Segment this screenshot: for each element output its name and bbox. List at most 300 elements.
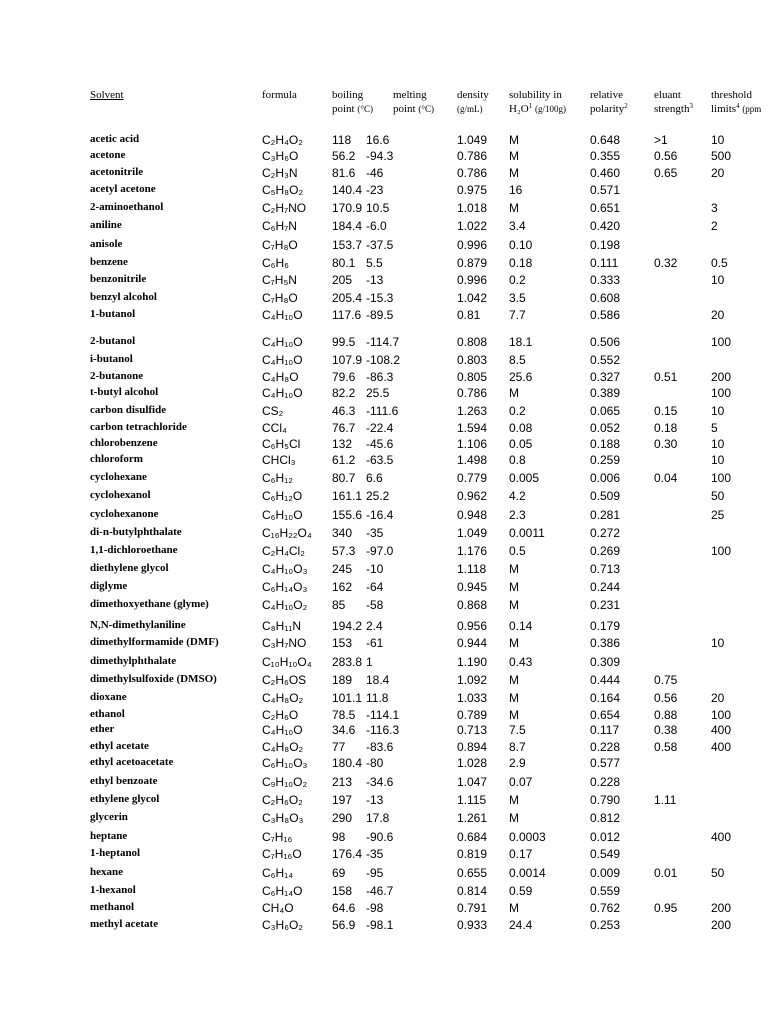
cell-polarity: 0.762 (590, 901, 621, 915)
header-polarity-sup: 2 (624, 102, 628, 110)
cell-formula: CCl₄ (262, 421, 287, 435)
cell-eluant: 0.18 (654, 421, 678, 435)
cell-eluant: 0.65 (654, 166, 678, 180)
cell-mp: -114.1 (366, 708, 400, 722)
cell-eluant: 0.04 (654, 471, 678, 485)
cell-eluant: 0.95 (654, 901, 678, 915)
cell-mp: -35 (366, 847, 384, 861)
cell-mp: 6.6 (366, 471, 383, 485)
cell-eluant: 0.51 (654, 370, 678, 384)
cell-density: 1.261 (457, 811, 488, 825)
cell-name: anisole (90, 238, 123, 250)
cell-bp: 153 (332, 636, 353, 650)
table-row (0, 273, 768, 290)
cell-threshold: 200 (711, 918, 732, 932)
cell-mp: -61 (366, 636, 384, 650)
cell-polarity: 0.231 (590, 598, 621, 612)
cell-polarity: 0.269 (590, 544, 621, 558)
cell-name: chlorobenzene (90, 437, 158, 449)
cell-bp: 56.9 (332, 918, 356, 932)
cell-bp: 77 (332, 740, 346, 754)
cell-name: methyl acetate (90, 918, 159, 930)
cell-threshold: 10 (711, 133, 725, 147)
cell-threshold: 10 (711, 437, 725, 451)
cell-mp: 16.6 (366, 133, 390, 147)
cell-density: 1.118 (457, 562, 487, 576)
table-row (0, 308, 768, 325)
table-row (0, 133, 768, 150)
cell-eluant: 0.15 (654, 404, 678, 418)
cell-solubility: M (509, 201, 519, 215)
cell-mp: -98.1 (366, 918, 394, 932)
cell-formula: C₉H₁₀O₂ (262, 775, 308, 789)
cell-mp: -97.0 (366, 544, 394, 558)
cell-formula: C₆H₁₄ (262, 866, 294, 880)
cell-name: dimethylsulfoxide (DMSO) (90, 673, 217, 685)
table-row (0, 219, 768, 236)
table-row (0, 775, 768, 792)
cell-formula: CH₄O (262, 901, 294, 915)
cell-name: dimethoxyethane (glyme) (90, 598, 209, 610)
cell-density: 1.115 (457, 793, 487, 807)
cell-polarity: 0.253 (590, 918, 621, 932)
table-row (0, 421, 768, 438)
cell-eluant: 0.38 (654, 723, 678, 737)
cell-threshold: 20 (711, 166, 725, 180)
table-row (0, 830, 768, 847)
cell-formula: C₂H₇NO (262, 201, 307, 215)
cell-name: t-butyl alcohol (90, 386, 159, 398)
cell-bp: 205.4 (332, 291, 363, 305)
cell-bp: 118 (332, 133, 352, 147)
cell-name: cyclohexane (90, 471, 147, 483)
cell-bp: 76.7 (332, 421, 356, 435)
cell-name: benzonitrile (90, 273, 147, 285)
header-boiling-unit: (°C) (357, 104, 373, 114)
cell-bp: 78.5 (332, 708, 356, 722)
cell-formula: C₄H₈O₂ (262, 691, 304, 705)
cell-formula: C₁₆H₂₂O₄ (262, 526, 312, 540)
cell-eluant: 0.58 (654, 740, 678, 754)
cell-eluant: >1 (654, 133, 668, 147)
cell-formula: C₆H₅Cl (262, 437, 301, 451)
cell-density: 0.868 (457, 598, 488, 612)
cell-bp: 184.4 (332, 219, 363, 233)
cell-solubility: M (509, 636, 519, 650)
cell-polarity: 0.179 (590, 619, 621, 633)
cell-mp: 25.5 (366, 386, 390, 400)
cell-polarity: 0.117 (590, 723, 620, 737)
cell-bp: 80.7 (332, 471, 356, 485)
cell-name: heptane (90, 830, 128, 842)
cell-solubility: M (509, 133, 519, 147)
cell-formula: C₂H₆O (262, 708, 299, 722)
table-row (0, 166, 768, 183)
cell-name: hexane (90, 866, 123, 878)
cell-polarity: 0.052 (590, 421, 621, 435)
cell-polarity: 0.065 (590, 404, 621, 418)
cell-mp: -94.3 (366, 149, 394, 163)
cell-mp: -58 (366, 598, 384, 612)
table-row (0, 619, 768, 636)
cell-bp: 213 (332, 775, 353, 789)
cell-solubility: 4.2 (509, 489, 526, 503)
header-polarity-line2: polarity (590, 103, 625, 115)
cell-name: diglyme (90, 580, 128, 592)
cell-threshold: 3 (711, 201, 718, 215)
cell-bp: 46.3 (332, 404, 356, 418)
cell-bp: 140.4 (332, 183, 363, 197)
cell-formula: C₃H₆O₂ (262, 918, 304, 932)
cell-solubility: 0.10 (509, 238, 533, 252)
table-row (0, 673, 768, 690)
header-threshold-limits (711, 88, 761, 116)
cell-bp: 107.9 (332, 353, 363, 367)
cell-bp: 79.6 (332, 370, 356, 384)
cell-name: benzene (90, 256, 128, 268)
header-boiling-line2: point (332, 103, 355, 115)
cell-threshold: 10 (711, 404, 725, 418)
cell-name: dimethylphthalate (90, 655, 177, 667)
table-row (0, 598, 768, 615)
cell-threshold: 50 (711, 866, 725, 880)
cell-threshold: 400 (711, 723, 732, 737)
cell-threshold: 100 (711, 386, 732, 400)
cell-mp: -80 (366, 756, 384, 770)
cell-polarity: 0.327 (590, 370, 621, 384)
cell-formula: C₄H₈O (262, 370, 299, 384)
cell-density: 0.805 (457, 370, 488, 384)
cell-density: 0.944 (457, 636, 488, 650)
cell-name: ethyl acetoacetate (90, 756, 174, 768)
cell-name: chloroform (90, 453, 143, 465)
cell-polarity: 0.420 (590, 219, 621, 233)
cell-solubility: M (509, 166, 519, 180)
table-row (0, 866, 768, 883)
cell-mp: -13 (366, 793, 384, 807)
cell-polarity: 0.111 (590, 256, 619, 270)
cell-polarity: 0.460 (590, 166, 621, 180)
cell-bp: 99.5 (332, 335, 356, 349)
cell-solubility: 25.6 (509, 370, 533, 384)
cell-name: benzyl alcohol (90, 291, 157, 303)
cell-mp: -45.6 (366, 437, 394, 451)
table-row (0, 471, 768, 488)
cell-polarity: 0.790 (590, 793, 621, 807)
cell-formula: C₇H₈O (262, 291, 298, 305)
cell-mp: -10 (366, 562, 384, 576)
header-melting-line2: point (393, 103, 416, 115)
cell-density: 0.779 (457, 471, 488, 485)
cell-solubility: M (509, 811, 519, 825)
header-eluant-sup: 3 (689, 102, 693, 110)
table-row (0, 756, 768, 773)
cell-threshold: 10 (711, 453, 725, 467)
cell-threshold: 5 (711, 421, 718, 435)
cell-solubility: M (509, 793, 519, 807)
cell-mp: -46.7 (366, 884, 394, 898)
cell-solubility: 0.5 (509, 544, 526, 558)
cell-bp: 98 (332, 830, 346, 844)
cell-solubility: 3.5 (509, 291, 526, 305)
cell-threshold: 20 (711, 308, 725, 322)
cell-density: 0.962 (457, 489, 488, 503)
cell-density: 1.033 (457, 691, 488, 705)
cell-formula: C₆H₁₀O₃ (262, 756, 308, 770)
cell-density: 1.263 (457, 404, 488, 418)
cell-bp: 132 (332, 437, 353, 451)
cell-threshold: 400 (711, 740, 732, 754)
table-row (0, 335, 768, 352)
cell-mp: -114.7 (366, 335, 400, 349)
cell-bp: 64.6 (332, 901, 356, 915)
cell-solubility: 0.05 (509, 437, 533, 451)
cell-solubility: M (509, 708, 519, 722)
cell-solubility: 16 (509, 183, 523, 197)
cell-formula: C₁₀H₁₀O₄ (262, 655, 312, 669)
cell-solubility: 8.7 (509, 740, 526, 754)
cell-eluant: 0.30 (654, 437, 678, 451)
cell-bp: 245 (332, 562, 353, 576)
cell-mp: -23 (366, 183, 384, 197)
cell-bp: 180.4 (332, 756, 363, 770)
cell-threshold: 2 (711, 219, 718, 233)
cell-density: 0.948 (457, 508, 488, 522)
cell-mp: -111.6 (366, 404, 399, 418)
cell-threshold: 10 (711, 273, 725, 287)
cell-mp: 2.4 (366, 619, 383, 633)
table-row (0, 723, 768, 740)
cell-solubility: 0.18 (509, 256, 533, 270)
cell-mp: -83.6 (366, 740, 394, 754)
cell-bp: 155.6 (332, 508, 363, 522)
header-melting-unit: (°C) (418, 104, 434, 114)
table-row (0, 183, 768, 200)
table-row (0, 580, 768, 597)
header-boiling-point (332, 88, 373, 116)
cell-bp: 197 (332, 793, 353, 807)
cell-formula: C₄H₁₀O (262, 335, 303, 349)
cell-threshold: 400 (711, 830, 732, 844)
cell-solubility: M (509, 580, 519, 594)
cell-bp: 117.6 (332, 308, 362, 322)
cell-bp: 82.2 (332, 386, 356, 400)
cell-density: 1.018 (457, 201, 488, 215)
cell-solubility: 18.1 (509, 335, 533, 349)
cell-mp: -6.0 (366, 219, 387, 233)
cell-eluant: 1.11 (654, 793, 677, 807)
cell-mp: -108.2 (366, 353, 401, 367)
cell-mp: -89.5 (366, 308, 394, 322)
table-row (0, 370, 768, 387)
cell-formula: C₆H₆ (262, 256, 290, 270)
table-row (0, 489, 768, 506)
cell-solubility: 8.5 (509, 353, 526, 367)
cell-name: ethylene glycol (90, 793, 160, 805)
cell-formula: C₂H₆O₂ (262, 793, 303, 807)
cell-bp: 57.3 (332, 544, 356, 558)
cell-formula: CHCl₃ (262, 453, 296, 467)
table-row (0, 544, 768, 561)
header-solubility-unit: (g/100g) (534, 104, 566, 114)
cell-name: acetonitrile (90, 166, 144, 178)
cell-density: 0.789 (457, 708, 488, 722)
cell-polarity: 0.259 (590, 453, 621, 467)
cell-polarity: 0.577 (590, 756, 621, 770)
cell-solubility: M (509, 598, 519, 612)
cell-mp: -13 (366, 273, 384, 287)
table-row (0, 238, 768, 255)
cell-bp: 153.7 (332, 238, 363, 252)
cell-name: 2-aminoethanol (90, 201, 164, 213)
cell-polarity: 0.608 (590, 291, 621, 305)
cell-name: N,N-dimethylaniline (90, 619, 186, 631)
cell-solubility: 2.9 (509, 756, 526, 770)
cell-formula: C₈H₁₁N (262, 619, 302, 633)
table-row (0, 201, 768, 218)
table-row (0, 291, 768, 308)
cell-solubility: M (509, 691, 519, 705)
cell-density: 0.933 (457, 918, 488, 932)
cell-polarity: 0.006 (590, 471, 621, 485)
cell-formula: C₂H₄Cl₂ (262, 544, 305, 558)
cell-formula: C₆H₁₂ (262, 471, 293, 485)
cell-eluant: 0.88 (654, 708, 678, 722)
cell-formula: C₃H₇NO (262, 636, 307, 650)
header-solubility-line2: H₂O (509, 103, 529, 115)
cell-name: 2-butanone (90, 370, 144, 382)
cell-density: 1.028 (457, 756, 488, 770)
cell-eluant: 0.56 (654, 149, 678, 163)
cell-name: ether (90, 723, 115, 735)
cell-solubility: 0.14 (509, 619, 533, 633)
cell-density: 1.092 (457, 673, 488, 687)
cell-bp: 61.2 (332, 453, 356, 467)
header-boiling-line1: boiling (332, 89, 364, 101)
cell-bp: 189 (332, 673, 353, 687)
cell-polarity: 0.228 (590, 740, 621, 754)
cell-formula: C₄H₁₀O₃ (262, 562, 308, 576)
cell-bp: 56.2 (332, 149, 356, 163)
cell-eluant: 0.01 (654, 866, 678, 880)
cell-mp: -116.3 (366, 723, 400, 737)
cell-bp: 161.1 (332, 489, 363, 503)
cell-polarity: 0.272 (590, 526, 621, 540)
cell-polarity: 0.559 (590, 884, 621, 898)
cell-solubility: 0.43 (509, 655, 533, 669)
cell-name: ethyl benzoate (90, 775, 158, 787)
header-eluant-line2: strength (654, 103, 690, 115)
table-row (0, 691, 768, 708)
cell-solubility: 0.8 (509, 453, 526, 467)
cell-solubility: 0.0014 (509, 866, 546, 880)
cell-solubility: 24.4 (509, 918, 533, 932)
cell-eluant: 0.32 (654, 256, 678, 270)
cell-formula: C₆H₁₂O (262, 489, 303, 503)
cell-name: methanol (90, 901, 134, 913)
table-row (0, 149, 768, 166)
cell-mp: -16.4 (366, 508, 394, 522)
cell-mp: -15.3 (366, 291, 394, 305)
cell-bp: 170.9 (332, 201, 363, 215)
cell-name: i-butanol (90, 353, 133, 365)
cell-density: 1.049 (457, 133, 488, 147)
cell-density: 0.803 (457, 353, 488, 367)
cell-density: 0.713 (457, 723, 488, 737)
cell-threshold: 50 (711, 489, 725, 503)
cell-formula: C₇H₅N (262, 273, 297, 287)
cell-mp: 18.4 (366, 673, 390, 687)
cell-formula: C₆H₁₀O (262, 508, 303, 522)
cell-formula: C₆H₁₄O₃ (262, 580, 308, 594)
cell-bp: 85 (332, 598, 346, 612)
cell-bp: 340 (332, 526, 353, 540)
cell-density: 0.996 (457, 238, 488, 252)
cell-mp: -35 (366, 526, 384, 540)
cell-name: ethyl acetate (90, 740, 149, 752)
cell-formula: C₆H₇N (262, 219, 297, 233)
table-row (0, 386, 768, 403)
cell-formula: C₄H₁₀O (262, 308, 303, 322)
cell-name: acetic acid (90, 133, 140, 145)
cell-density: 0.814 (457, 884, 488, 898)
cell-name: cyclohexanol (90, 489, 151, 501)
cell-mp: -63.5 (366, 453, 394, 467)
cell-mp: -22.4 (366, 421, 394, 435)
cell-bp: 158 (332, 884, 353, 898)
cell-density: 1.106 (457, 437, 488, 451)
cell-solubility: 0.005 (509, 471, 540, 485)
table-row (0, 884, 768, 901)
cell-polarity: 0.812 (590, 811, 621, 825)
cell-density: 0.786 (457, 149, 488, 163)
cell-polarity: 0.244 (590, 580, 621, 594)
cell-threshold: 200 (711, 370, 732, 384)
cell-name: 1-butanol (90, 308, 136, 320)
cell-threshold: 100 (711, 471, 732, 485)
cell-solubility: 0.2 (509, 273, 526, 287)
cell-solubility: 0.07 (509, 775, 533, 789)
cell-formula: C₄H₈O₂ (262, 740, 304, 754)
header-density-line1: density (457, 89, 489, 101)
cell-solubility: M (509, 149, 519, 163)
cell-polarity: 0.506 (590, 335, 621, 349)
cell-polarity: 0.164 (590, 691, 621, 705)
header-formula: formula (262, 89, 297, 101)
table-row (0, 404, 768, 421)
cell-solubility: 0.08 (509, 421, 533, 435)
cell-polarity: 0.188 (590, 437, 621, 451)
header-solubility-line1: solubility in (509, 89, 562, 101)
header-polarity-line1: relative (590, 89, 623, 101)
cell-bp: 194.2 (332, 619, 363, 633)
cell-formula: C₄H₁₀O (262, 353, 303, 367)
cell-mp: -86.3 (366, 370, 394, 384)
cell-threshold: 25 (711, 508, 725, 522)
header-relative-polarity (590, 88, 628, 116)
cell-mp: -95 (366, 866, 384, 880)
cell-mp: 11.8 (366, 691, 389, 705)
cell-name: glycerin (90, 811, 128, 823)
header-solubility (509, 88, 566, 116)
cell-mp: -34.6 (366, 775, 394, 789)
header-density (457, 88, 489, 116)
table-row (0, 508, 768, 525)
cell-density: 1.594 (457, 421, 488, 435)
cell-name: dioxane (90, 691, 127, 703)
cell-solubility: 2.3 (509, 508, 526, 522)
cell-mp: -98 (366, 901, 384, 915)
